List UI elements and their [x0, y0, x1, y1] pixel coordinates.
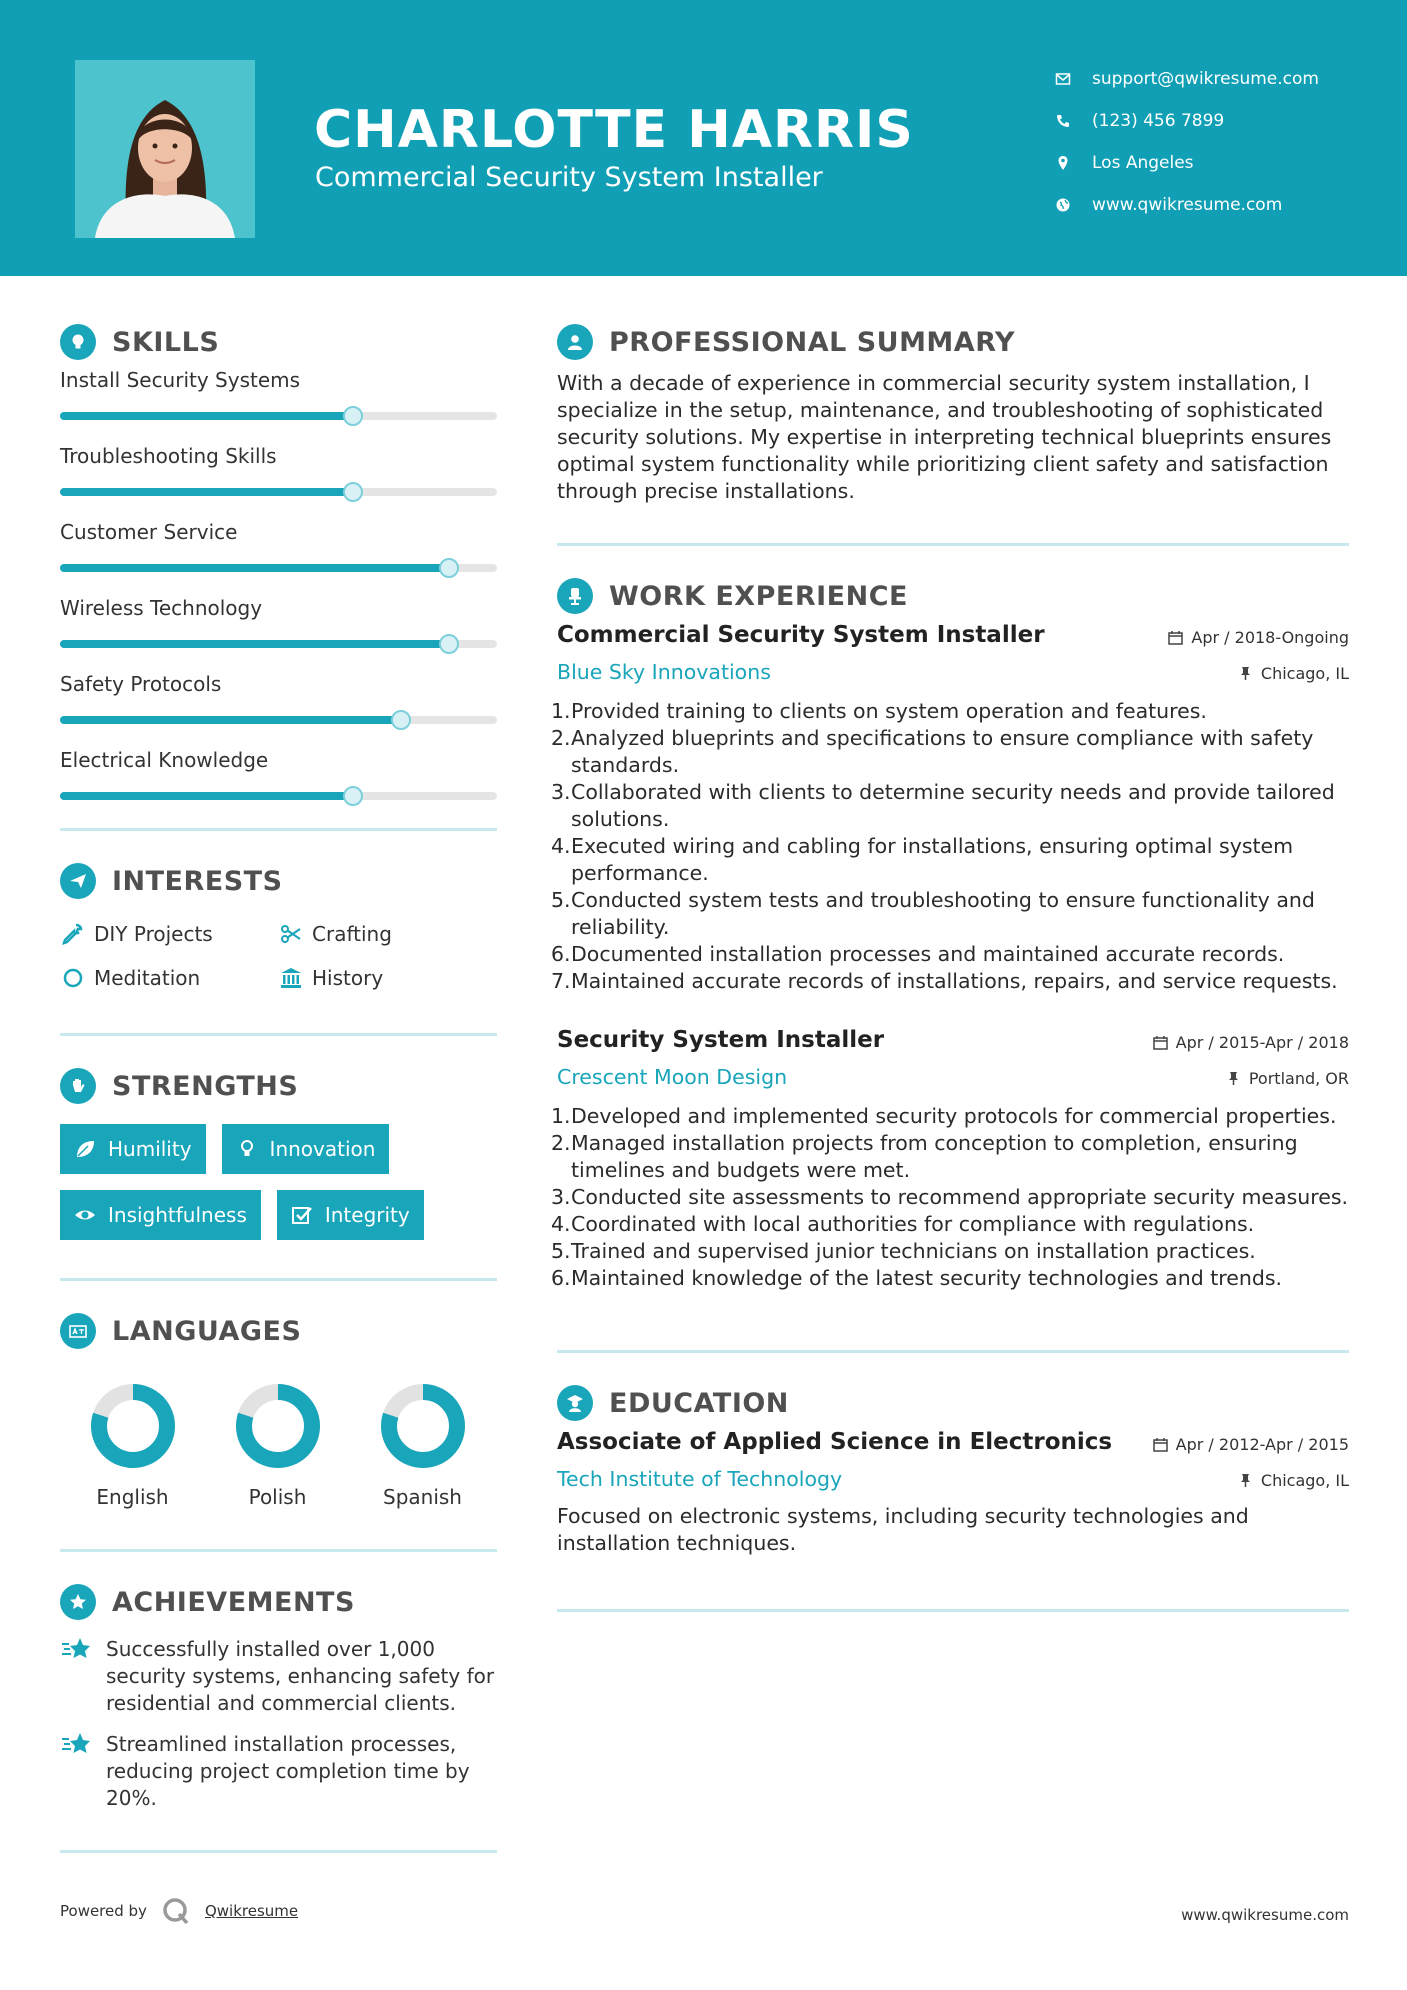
calendar-icon	[1153, 1437, 1168, 1452]
section-divider	[60, 1033, 497, 1036]
interest-label: Meditation	[94, 966, 201, 990]
skill-bar-knob	[343, 482, 363, 502]
contact-list	[1054, 58, 1394, 226]
job-bullet: 2. Analyzed blueprints and specifications to ensure compliance with safety standards.	[557, 725, 1349, 779]
section-divider	[60, 828, 497, 831]
education-heading	[557, 1383, 1349, 1423]
strength-chip	[60, 1124, 206, 1174]
language-name: English	[96, 1485, 169, 1509]
strength-chip	[222, 1124, 390, 1174]
phone-icon	[1054, 112, 1072, 130]
right-column	[551, 322, 1349, 1612]
section-divider	[557, 543, 1349, 546]
user-icon	[557, 324, 593, 360]
education-subheader	[557, 1461, 1349, 1497]
skill-bar	[60, 564, 497, 572]
hand-icon	[60, 1068, 96, 1104]
strengths-title: STRENGTHS	[112, 1070, 299, 1102]
strength-chip	[277, 1190, 424, 1240]
pushpin-icon	[1238, 666, 1253, 681]
education-description: Focused on electronic systems, including security technologies and installation techniques.	[557, 1504, 1249, 1555]
education-degree: Associate of Applied Science in Electronics	[557, 1429, 1113, 1455]
interest-item	[278, 919, 497, 949]
skill-bar-knob	[343, 786, 363, 806]
job-bullet-text: Conducted system tests and troubleshooting to ensure functionality and reliability.	[571, 888, 1315, 939]
education-title: EDUCATION	[609, 1387, 789, 1419]
education-entry	[557, 1423, 1349, 1557]
job-date-text: Apr / 2015-Apr / 2018	[1175, 1033, 1349, 1052]
skill-bar-fill	[60, 412, 353, 420]
experience-title: WORK EXPERIENCE	[609, 580, 908, 612]
star-icon	[60, 1731, 94, 1761]
left-column	[60, 322, 497, 1853]
strength-label: Innovation	[269, 1137, 376, 1161]
leaf-icon	[72, 1138, 98, 1160]
strengths-heading	[60, 1066, 497, 1106]
interest-label: DIY Projects	[94, 922, 213, 946]
skills-title: SKILLS	[112, 326, 220, 358]
achievements-list	[60, 1636, 497, 1812]
strength-label: Insightfulness	[108, 1203, 247, 1227]
job-entry	[551, 1021, 1349, 1292]
museum-icon	[278, 965, 304, 991]
skill-bar-fill	[60, 488, 353, 496]
job-header	[557, 1021, 1349, 1059]
interest-item	[278, 963, 497, 993]
job-bullet-text: Coordinated with local authorities for compliance with regulations.	[571, 1212, 1255, 1236]
job-bullet: 3. Conducted site assessments to recommend appropriate security measures.	[551, 1185, 1349, 1209]
section-divider	[60, 1850, 497, 1853]
job-date-text: Apr / 2018-Ongoing	[1191, 628, 1349, 647]
job-location-text: Chicago, IL	[1260, 664, 1349, 683]
language-item	[60, 1381, 205, 1509]
job-company: Crescent Moon Design	[557, 1065, 788, 1089]
interests-title: INTERESTS	[112, 865, 283, 897]
star-badge-icon	[60, 1584, 96, 1620]
circle-icon	[60, 965, 86, 991]
office-chair-icon	[557, 578, 593, 614]
job-bullet: 1. Provided training to clients on system operation and features.	[551, 699, 1207, 723]
profile-photo	[75, 60, 255, 238]
job-location	[1238, 664, 1349, 683]
language-item	[205, 1381, 350, 1509]
job-company: Blue Sky Innovations	[557, 660, 771, 684]
contact-phone[interactable]	[1054, 100, 1394, 142]
job-bullet-text: Analyzed blueprints and specifications to ensure compliance with safety standards.	[571, 726, 1314, 777]
language-ring	[233, 1381, 323, 1471]
job-bullet-text: Maintained knowledge of the latest security technologies and trends.	[571, 1266, 1283, 1290]
skills-heading	[60, 322, 497, 362]
job-bullet: 4. Executed wiring and cabling for installations, ensuring optimal system performance.	[557, 833, 1349, 887]
job-bullet: 7. Maintained accurate records of installations, repairs, and service requests.	[551, 969, 1338, 993]
language-ring	[378, 1381, 468, 1471]
job-bullet: 1. Developed and implemented security protocols for commercial properties.	[551, 1104, 1337, 1128]
job-entry	[551, 616, 1349, 995]
skill-name: Wireless Technology	[60, 596, 263, 620]
job-bullet-text: Executed wiring and cabling for installations, ensuring optimal system performance.	[571, 834, 1294, 885]
powered-by-text: Powered by	[60, 1902, 147, 1920]
job-bullet-text: Documented installation processes and maintained accurate records.	[571, 942, 1285, 966]
skill-item	[60, 364, 497, 440]
skill-bar-knob	[343, 406, 363, 426]
skill-bar	[60, 716, 497, 724]
job-location-text: Portland, OR	[1248, 1069, 1349, 1088]
job-bullet-text: Maintained accurate records of installations, repairs, and service requests.	[571, 969, 1338, 993]
strength-label: Integrity	[324, 1203, 410, 1227]
languages-heading	[60, 1311, 497, 1351]
scissors-icon	[278, 921, 304, 947]
skill-bar-knob	[439, 558, 459, 578]
strength-chip	[60, 1190, 261, 1240]
pushpin-icon	[1238, 1473, 1253, 1488]
achievement-item	[60, 1731, 497, 1812]
job-bullet-text: Managed installation projects from conception to completion, ensuring timelines and budgets were met.	[571, 1131, 1298, 1182]
strength-label: Humility	[108, 1137, 192, 1161]
job-bullet-text: Conducted site assessments to recommend appropriate security measures.	[571, 1185, 1349, 1209]
job-bullet-text: Collaborated with clients to determine security needs and provide tailored solutions.	[571, 780, 1335, 831]
job-bullets	[551, 1103, 1349, 1292]
skill-item	[60, 668, 497, 744]
job-title: Security System Installer	[557, 1027, 885, 1053]
education-header	[557, 1423, 1349, 1461]
skill-bar-fill	[60, 792, 353, 800]
achievements-heading	[60, 1582, 497, 1622]
pushpin-icon	[1226, 1071, 1241, 1086]
achievement-text: Successfully installed over 1,000 security systems, enhancing safety for residential and commercial clients.	[106, 1637, 495, 1715]
skill-item	[60, 744, 497, 820]
job-bullet-text: Developed and implemented security protocols for commercial properties.	[571, 1104, 1337, 1128]
languages-list	[60, 1381, 497, 1509]
lightbulb-icon	[60, 324, 96, 360]
interests-list	[60, 919, 497, 993]
summary-title: PROFESSIONAL SUMMARY	[609, 326, 1016, 358]
contact-website-text: www.qwikresume.com	[1092, 195, 1283, 215]
contact-website[interactable]	[1054, 184, 1394, 226]
job-bullet: 6. Documented installation processes and maintained accurate records.	[551, 942, 1285, 966]
summary-heading	[557, 322, 1349, 362]
qwikresume-link[interactable]: Qwikresume	[204, 1902, 299, 1920]
job-date	[1168, 628, 1349, 647]
contact-email[interactable]	[1054, 58, 1394, 100]
job-bullet: 3. Collaborated with clients to determine security needs and provide tailored solutions.	[557, 779, 1349, 833]
footer-powered-by	[60, 1896, 298, 1926]
skill-bar-knob	[391, 710, 411, 730]
skill-bar-fill	[60, 716, 401, 724]
section-divider	[60, 1549, 497, 1552]
language-ring	[88, 1381, 178, 1471]
achievement-text: Streamlined installation processes, reducing project completion time by 20%.	[106, 1732, 470, 1810]
skill-bar	[60, 488, 497, 496]
language-name: Polish	[248, 1485, 307, 1509]
globe-icon	[1054, 196, 1072, 214]
job-bullets	[551, 698, 1349, 995]
map-pin-icon	[1054, 154, 1072, 172]
skill-item	[60, 516, 497, 592]
job-bullet-text: Provided training to clients on system operation and features.	[571, 699, 1207, 723]
skill-item	[60, 440, 497, 516]
section-divider	[557, 1350, 1349, 1353]
skill-bar	[60, 792, 497, 800]
job-title: Commercial Security System Installer	[557, 622, 1045, 648]
job-subheader	[557, 1059, 1349, 1095]
header	[0, 0, 1407, 276]
education-school: Tech Institute of Technology	[557, 1467, 843, 1491]
skill-name: Safety Protocols	[60, 672, 222, 696]
skill-bar-fill	[60, 640, 449, 648]
job-header	[557, 616, 1349, 654]
skill-name: Electrical Knowledge	[60, 748, 269, 772]
achievements-title: ACHIEVEMENTS	[112, 1586, 355, 1618]
lightbulb-icon	[234, 1138, 260, 1160]
candidate-name: CHARLOTTE HARRIS	[314, 100, 914, 160]
skill-name: Customer Service	[60, 520, 238, 544]
experience-heading	[557, 576, 1349, 616]
footer-url[interactable]: www.qwikresume.com	[1181, 1906, 1349, 1924]
language-name: Spanish	[383, 1485, 462, 1509]
eye-icon	[72, 1204, 98, 1226]
candidate-title: Commercial Security System Installer	[315, 162, 823, 193]
skill-bar-fill	[60, 564, 449, 572]
summary-text: With a decade of experience in commercial security system installation, I specialize in the setup, maintenance, and troubleshooting of sophisticated security solutions. My expertise in interpreting technical blueprints ensures optimal system functionality while prioritizing client safety and satisfaction through precise installations.	[557, 371, 1332, 503]
wrench-icon	[60, 921, 86, 947]
skill-bar-knob	[439, 634, 459, 654]
paper-plane-icon	[60, 863, 96, 899]
contact-location-text: Los Angeles	[1092, 153, 1194, 173]
job-bullet: 2. Managed installation projects from conception to completion, ensuring timelines and budgets were met.	[557, 1130, 1349, 1184]
section-divider	[60, 1278, 497, 1281]
check-square-icon	[289, 1204, 315, 1226]
star-icon	[60, 1636, 94, 1666]
qwikresume-logo-icon	[161, 1896, 191, 1926]
contact-location	[1054, 142, 1394, 184]
skill-bar	[60, 412, 497, 420]
graduate-icon	[557, 1385, 593, 1421]
interest-label: History	[312, 966, 384, 990]
education-date	[1153, 1435, 1349, 1454]
contact-phone-text: (123) 456 7899	[1092, 111, 1225, 131]
interest-label: Crafting	[312, 922, 392, 946]
job-location	[1226, 1069, 1349, 1088]
job-bullet: 5. Trained and supervised junior technicians on installation practices.	[551, 1239, 1256, 1263]
education-date-text: Apr / 2012-Apr / 2015	[1175, 1435, 1349, 1454]
job-bullet-text: Trained and supervised junior technicians on installation practices.	[571, 1239, 1256, 1263]
language-icon	[60, 1313, 96, 1349]
language-item	[350, 1381, 495, 1509]
calendar-icon	[1168, 630, 1183, 645]
job-bullet: 5. Conducted system tests and troubleshooting to ensure functionality and reliability.	[557, 887, 1349, 941]
interest-item	[60, 919, 278, 949]
education-location-text: Chicago, IL	[1260, 1471, 1349, 1490]
interests-heading	[60, 861, 497, 901]
education-location	[1238, 1471, 1349, 1490]
envelope-icon	[1054, 70, 1072, 88]
skill-name: Troubleshooting Skills	[60, 444, 277, 468]
job-date	[1153, 1033, 1349, 1052]
skill-bar	[60, 640, 497, 648]
strengths-list	[60, 1124, 497, 1240]
job-bullet: 6. Maintained knowledge of the latest security technologies and trends.	[551, 1266, 1283, 1290]
achievement-item	[60, 1636, 497, 1717]
skill-name: Install Security Systems	[60, 368, 301, 392]
contact-email-text: support@qwikresume.com	[1092, 69, 1319, 89]
skills-list	[60, 364, 497, 820]
interest-item	[60, 963, 278, 993]
job-bullet: 4. Coordinated with local authorities for compliance with regulations.	[551, 1212, 1255, 1236]
section-divider	[557, 1609, 1349, 1612]
languages-title: LANGUAGES	[112, 1315, 302, 1347]
calendar-icon	[1153, 1035, 1168, 1050]
job-subheader	[557, 654, 1349, 690]
skill-item	[60, 592, 497, 668]
